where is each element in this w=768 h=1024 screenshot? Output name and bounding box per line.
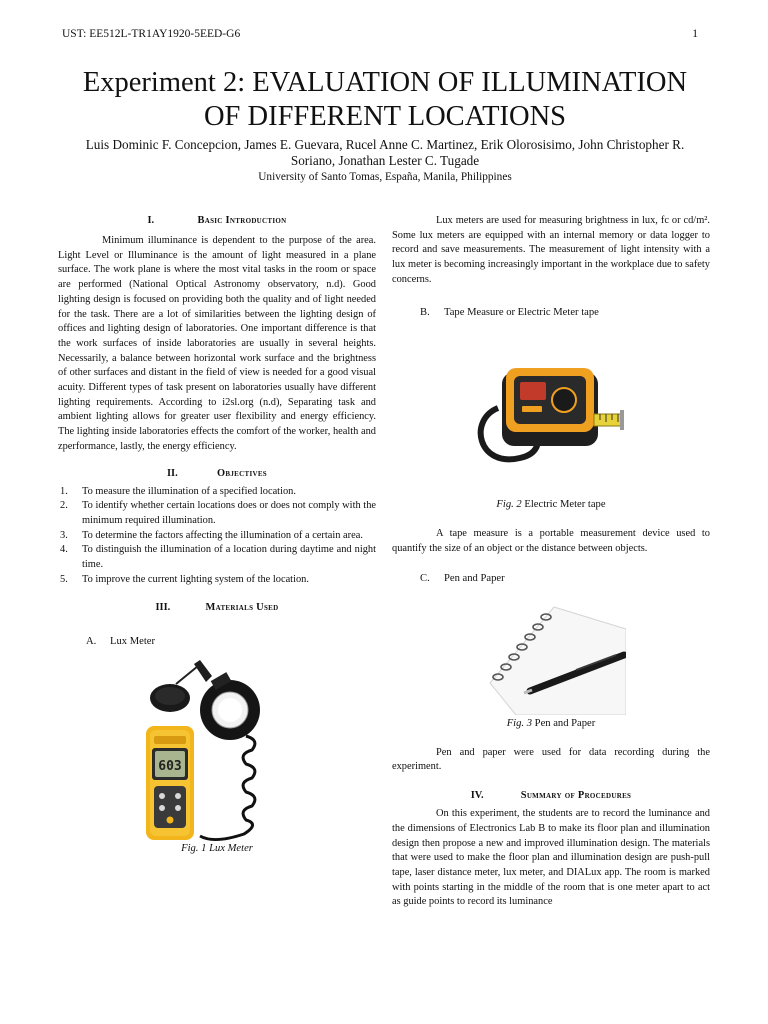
- objectives-list: [58, 485, 376, 588]
- lux-meter-paragraph: Lux meters are used for measuring brightness in lux, fc or cd/m². Some lux meters are equipped with an internal memory or data logger to record and save measurements. The measurement of light intensity with a lux meter is becoming increasingly important in the workplace due to safety concerns.: [392, 215, 710, 285]
- list-item: 1. To measure the illumination of a specified location.: [60, 485, 296, 497]
- figure-1-caption: Fig. 1 Lux Meter: [181, 843, 253, 855]
- header-course-code: UST: EE512L-TR1AY1920-5EED-G6: [62, 28, 241, 40]
- right-column: [392, 214, 710, 910]
- procedures-paragraph: On this experiment, the students are to record the luminance and the dimensions of Electronics Lab B to make its floor plan and illumination design then propose a new and improved illumination design. The materials that were used to make the floor plan and illumination design are push-pull tape, laser distance meter, lux meter, and DIALux app. The room is marked with points starting in the middle of the room that is one meter apart to act as guide points to record its luminance: [392, 808, 710, 908]
- title-line-1: Experiment 2: EVALUATION OF ILLUMINATION: [82, 67, 688, 98]
- pen-paper-image: [476, 599, 626, 715]
- list-item: 5. To improve the current lighting system of the location.: [60, 573, 309, 585]
- title-line-2: OF DIFFERENT LOCATIONS: [203, 101, 567, 132]
- section-title: Summary of Procedures: [520, 790, 632, 802]
- list-item: 3. To determine the factors affecting the illumination of a certain area.: [60, 529, 363, 541]
- section-title: Materials Used: [205, 602, 279, 614]
- tape-measure-figure: [476, 350, 626, 480]
- paper-title: [40, 66, 730, 134]
- list-item: 2. To identify whether certain locations does or does not comply with the minimum required illumination.: [60, 500, 376, 526]
- section-number: IV.: [470, 790, 484, 802]
- subsection-lux-meter: A. Lux Meter: [86, 636, 156, 648]
- running-header: [62, 28, 698, 44]
- page-number: 1: [692, 28, 698, 40]
- lux-meter-display: 603: [158, 759, 182, 775]
- tape-measure-paragraph: A tape measure is a portable measurement device used to quantify the size of an object or the distance between objects.: [392, 527, 710, 554]
- left-column: [58, 214, 376, 857]
- affiliation: University of Santo Tomas, España, Manila, Philippines: [258, 171, 512, 183]
- section-title: Objectives: [217, 467, 267, 479]
- section-number: I.: [147, 215, 155, 226]
- pen-paper-figure: [476, 599, 626, 715]
- lux-meter-figure: [142, 656, 292, 846]
- list-item: 4. To distinguish the illumination of a location during daytime and night time.: [60, 544, 376, 571]
- section-heading-materials: [58, 601, 376, 617]
- figure-2-caption: Fig. 2 Electric Meter tape: [496, 499, 606, 511]
- subsection-pen-paper: C. Pen and Paper: [420, 573, 505, 585]
- section-number: II.: [167, 467, 178, 479]
- section-number: III.: [155, 602, 171, 614]
- figure-3-caption: Fig. 3 Pen and Paper: [506, 718, 596, 730]
- tape-measure-image: [476, 350, 626, 480]
- authors: [40, 137, 730, 169]
- section-heading-intro: [58, 214, 376, 230]
- lux-meter-image: [142, 656, 292, 846]
- section-title: Basic Introduction: [197, 215, 287, 226]
- section-heading-procedures: [392, 789, 710, 805]
- subsection-tape-measure: B. Tape Measure or Electric Meter tape: [420, 306, 599, 318]
- pen-paper-paragraph: Pen and paper were used for data recording during the experiment.: [392, 746, 710, 773]
- section-heading-objectives: [58, 467, 376, 483]
- intro-paragraph: Minimum illuminance is dependent to the purpose of the area. Light Level or Illuminance is the amount of light measured in a plane surface. The work plane is where the most vital tasks in the room or space are performed (National Optical Astronomy observatory, n.d). Good lighting design is focused on providing both the quality and of light needed for the task. There are a lot of similarities between the lighting design of offices and lighting design of laboratories. One important difference is that the work surfaces of inside laboratories are usually in several heights. Necessarily, a balance between horizontal work surface and the brightness of other surfaces and distant in the field of view is needed for a good visual acuity. Different types of task present on laboratories usually have different lighting requirements. According to i2sl.org (n.d), Separating task and ambient lighting allows for greater user flexibility and energy efficiency. The lighting inside laboratories effects the comfort of the worker, health and zperformance, lastly, the energy efficiency.: [58, 235, 376, 452]
- authors-line-2: Soriano, Jonathan Lester C. Tugade: [290, 153, 480, 168]
- authors-line-1: Luis Dominic F. Concepcion, James E. Guevara, Rucel Anne C. Martinez, Erik Olorosisimo, John Christopher R.: [85, 137, 685, 152]
